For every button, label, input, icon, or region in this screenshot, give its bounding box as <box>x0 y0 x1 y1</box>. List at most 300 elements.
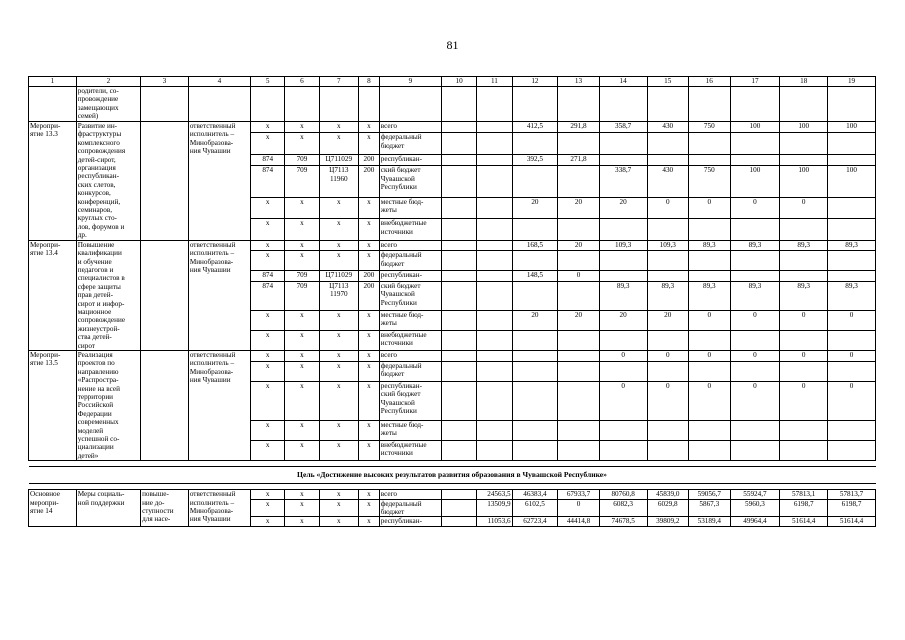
funding-source: республикан- ский бюджет Чувашской Республики <box>379 381 441 420</box>
value-v14 <box>599 154 647 165</box>
code-section: x <box>285 133 319 154</box>
value-v14 <box>599 420 647 440</box>
budget-table <box>28 76 876 527</box>
value-v18: 51614,4 <box>780 517 828 526</box>
value-v19: 100 <box>828 122 876 133</box>
value-v12 <box>512 251 558 271</box>
value-v19: 6198,7 <box>828 499 876 517</box>
code-grbs: x <box>251 330 285 350</box>
code-section: x <box>285 381 319 420</box>
code-grbs: x <box>251 311 285 331</box>
column-number: 4 <box>188 77 250 87</box>
code-type: x <box>359 490 380 499</box>
value-v15: 0 <box>647 197 689 218</box>
value-v14 <box>599 133 647 154</box>
code-grbs: x <box>251 240 285 251</box>
code-target: Ц711029 <box>319 154 358 165</box>
code-target: x <box>319 420 358 440</box>
code-section: x <box>285 499 319 517</box>
code-grbs: x <box>251 350 285 361</box>
responsible-executor: ответственный исполнитель – Минобразова- ния Чувашии <box>188 240 250 350</box>
value-v14 <box>599 441 647 461</box>
value-v16 <box>689 133 731 154</box>
code-section: x <box>285 311 319 331</box>
code-type: x <box>359 381 380 420</box>
goal-cell <box>141 350 189 460</box>
column-number: 18 <box>780 77 828 87</box>
funding-source: ский бюджет Чувашской Республики <box>379 281 441 310</box>
value-v15: 45839,0 <box>647 490 689 499</box>
funding-source: ский бюджет Чувашской Республики <box>379 166 441 198</box>
value-v13 <box>558 350 600 361</box>
code-section: 709 <box>285 271 319 282</box>
value-v19 <box>828 197 876 218</box>
activity-name: Повышение квалификации и обучение педагогов и специалистов в сфере защиты прав детей- сирот и инфор- мационное сопровождение жизнеустрой- ства детей- сирот <box>76 240 140 350</box>
value-v16: 750 <box>689 166 731 198</box>
value-v13: 0 <box>558 499 600 517</box>
value-v13: 291,8 <box>558 122 600 133</box>
value-v12: 46383,4 <box>512 490 558 499</box>
code-target: Ц7113 11960 <box>319 166 358 198</box>
value-v14: 80760,8 <box>599 490 647 499</box>
code-target: x <box>319 490 358 499</box>
value-v18 <box>780 361 828 381</box>
value-v17 <box>730 420 780 440</box>
value-v16: 750 <box>689 122 731 133</box>
value-v19: 0 <box>828 311 876 331</box>
table-cell <box>251 87 285 122</box>
value-v18 <box>780 271 828 282</box>
value-v18: 0 <box>780 350 828 361</box>
table-cell <box>647 87 689 122</box>
value-v13: 0 <box>558 271 600 282</box>
code-type: x <box>359 499 380 517</box>
code-section: x <box>285 350 319 361</box>
value-v16 <box>689 330 731 350</box>
value-col11 <box>477 240 512 251</box>
value-v18 <box>780 154 828 165</box>
value-v12 <box>512 420 558 440</box>
value-v16 <box>689 154 731 165</box>
value-v16: 5867,3 <box>689 499 731 517</box>
table-row-13-3 <box>29 122 876 133</box>
value-v17 <box>730 441 780 461</box>
goal-cell: повыше- ние до- ступности для насе- <box>141 490 189 527</box>
code-section: x <box>285 219 319 241</box>
value-v18: 57813,1 <box>780 490 828 499</box>
table-cell <box>319 87 358 122</box>
code-type: x <box>359 361 380 381</box>
value-v14: 338,7 <box>599 166 647 198</box>
code-type: x <box>359 311 380 331</box>
value-v18: 6198,7 <box>780 499 828 517</box>
value-v13: 271,8 <box>558 154 600 165</box>
activity-code: Меропри- ятие 13.4 <box>29 240 77 350</box>
funding-source: всего <box>379 240 441 251</box>
value-col10 <box>442 219 477 241</box>
table-cell <box>442 87 477 122</box>
value-v14: 109,3 <box>599 240 647 251</box>
value-v19: 0 <box>828 350 876 361</box>
value-v14 <box>599 251 647 271</box>
value-col10 <box>442 381 477 420</box>
value-col11: 13509,9 <box>477 499 512 517</box>
value-v12: 412,5 <box>512 122 558 133</box>
value-v16 <box>689 441 731 461</box>
value-col11 <box>477 166 512 198</box>
value-col11 <box>477 271 512 282</box>
code-type: x <box>359 240 380 251</box>
value-col11 <box>477 251 512 271</box>
value-v13 <box>558 330 600 350</box>
value-v19 <box>828 133 876 154</box>
value-v18: 89,3 <box>780 281 828 310</box>
value-v16: 0 <box>689 381 731 420</box>
value-col10 <box>442 499 477 517</box>
code-type: x <box>359 517 380 526</box>
value-v19 <box>828 251 876 271</box>
value-col10 <box>442 517 477 526</box>
code-target: x <box>319 240 358 251</box>
code-section: x <box>285 517 319 526</box>
value-v15 <box>647 271 689 282</box>
table-row-13-4 <box>29 240 876 251</box>
value-v12 <box>512 361 558 381</box>
code-target: x <box>319 219 358 241</box>
value-v14: 20 <box>599 311 647 331</box>
code-section: x <box>285 330 319 350</box>
value-v15 <box>647 330 689 350</box>
value-v14: 0 <box>599 381 647 420</box>
value-v12 <box>512 166 558 198</box>
value-v17: 0 <box>730 197 780 218</box>
column-number: 17 <box>730 77 780 87</box>
code-grbs: x <box>251 499 285 517</box>
value-v17 <box>730 271 780 282</box>
value-v16 <box>689 271 731 282</box>
responsible-executor: ответственный исполнитель – Минобразова- ния Чувашии <box>188 490 250 527</box>
value-v19: 51614,4 <box>828 517 876 526</box>
code-type: x <box>359 330 380 350</box>
funding-source: федеральный бюджет <box>379 251 441 271</box>
goal-cell <box>141 122 189 241</box>
code-target: x <box>319 122 358 133</box>
value-v12 <box>512 281 558 310</box>
value-v15 <box>647 133 689 154</box>
value-col10 <box>442 361 477 381</box>
code-target: Ц7113 11970 <box>319 281 358 310</box>
funding-source: республикан- <box>379 271 441 282</box>
table-cell <box>689 87 731 122</box>
code-grbs: x <box>251 517 285 526</box>
code-grbs: x <box>251 361 285 381</box>
code-target: x <box>319 311 358 331</box>
value-v15 <box>647 251 689 271</box>
table-cell <box>780 87 828 122</box>
value-v13 <box>558 281 600 310</box>
value-v18 <box>780 133 828 154</box>
value-col10 <box>442 197 477 218</box>
table-cell <box>558 87 600 122</box>
value-col10 <box>442 133 477 154</box>
code-grbs: x <box>251 133 285 154</box>
value-v19: 89,3 <box>828 240 876 251</box>
funding-source: внебюджетные источники <box>379 441 441 461</box>
funding-source: местные бюд- жеты <box>379 311 441 331</box>
value-col10 <box>442 490 477 499</box>
column-number: 13 <box>558 77 600 87</box>
code-type: 200 <box>359 154 380 165</box>
funding-source: республикан- <box>379 517 441 526</box>
table-cell <box>477 87 512 122</box>
code-target: x <box>319 361 358 381</box>
code-section: x <box>285 361 319 381</box>
value-col11: 11053,6 <box>477 517 512 526</box>
value-v17 <box>730 154 780 165</box>
table-cell <box>828 87 876 122</box>
value-v17: 0 <box>730 311 780 331</box>
value-col10 <box>442 166 477 198</box>
value-v16: 53189,4 <box>689 517 731 526</box>
code-type: x <box>359 251 380 271</box>
table-cell <box>141 87 189 122</box>
code-section: x <box>285 197 319 218</box>
value-v14 <box>599 361 647 381</box>
value-v15: 20 <box>647 311 689 331</box>
code-target: x <box>319 499 358 517</box>
value-v14: 74678,5 <box>599 517 647 526</box>
code-target: x <box>319 251 358 271</box>
activity-name: Реализация проектов по направлению «Распростра- нение на всей территории Российской Федерации современных моделей успешной со- циализации детей» <box>76 350 140 460</box>
code-target: x <box>319 350 358 361</box>
table-cell <box>188 87 250 122</box>
value-v16 <box>689 361 731 381</box>
code-section: x <box>285 122 319 133</box>
value-v17 <box>730 361 780 381</box>
value-v15: 6029,8 <box>647 499 689 517</box>
code-type: x <box>359 122 380 133</box>
code-section: 709 <box>285 154 319 165</box>
table-cell <box>379 87 441 122</box>
value-v16: 59056,7 <box>689 490 731 499</box>
column-number: 15 <box>647 77 689 87</box>
value-v17 <box>730 133 780 154</box>
value-col11 <box>477 197 512 218</box>
value-col10 <box>442 271 477 282</box>
value-v17: 0 <box>730 350 780 361</box>
goal-heading: Цель «Достижение высоких результатов развития образования в Чувашской Республике» <box>29 467 876 484</box>
activity-name: Развитие ин- фраструктуры комплексного сопровождения детей-сирот, организация республикан- ских слетов, конкурсов, конференций, семинаров, круглых сто- лов, форумов и др. <box>76 122 140 241</box>
code-grbs: x <box>251 197 285 218</box>
value-v13 <box>558 133 600 154</box>
value-v19: 100 <box>828 166 876 198</box>
value-v13 <box>558 251 600 271</box>
column-number: 3 <box>141 77 189 87</box>
table-cell <box>29 87 77 122</box>
value-v13 <box>558 381 600 420</box>
value-col11 <box>477 133 512 154</box>
value-v13 <box>558 361 600 381</box>
code-grbs: 874 <box>251 281 285 310</box>
value-v14 <box>599 271 647 282</box>
value-v18 <box>780 420 828 440</box>
activity-code: Основное меропри- ятие 14 <box>29 490 77 527</box>
code-target: x <box>319 133 358 154</box>
code-target: x <box>319 517 358 526</box>
value-v15: 109,3 <box>647 240 689 251</box>
value-v18: 89,3 <box>780 240 828 251</box>
value-v12: 62723,4 <box>512 517 558 526</box>
code-grbs: 874 <box>251 166 285 198</box>
code-grbs: 874 <box>251 271 285 282</box>
header-row <box>29 77 876 87</box>
value-col10 <box>442 251 477 271</box>
code-type: x <box>359 441 380 461</box>
value-v16 <box>689 219 731 241</box>
table-cell <box>599 87 647 122</box>
code-grbs: x <box>251 441 285 461</box>
value-v18: 0 <box>780 197 828 218</box>
funding-source: всего <box>379 490 441 499</box>
goal-row <box>29 467 876 484</box>
value-v12 <box>512 133 558 154</box>
code-target: x <box>319 330 358 350</box>
value-v12 <box>512 219 558 241</box>
column-number: 6 <box>285 77 319 87</box>
value-v16: 0 <box>689 350 731 361</box>
value-v12: 392,5 <box>512 154 558 165</box>
table-cell <box>512 87 558 122</box>
code-grbs: x <box>251 381 285 420</box>
table-cell <box>730 87 780 122</box>
value-col11 <box>477 361 512 381</box>
value-v18: 0 <box>780 381 828 420</box>
value-v13: 67933,7 <box>558 490 600 499</box>
value-v17: 89,3 <box>730 240 780 251</box>
column-number: 1 <box>29 77 77 87</box>
value-col11 <box>477 420 512 440</box>
value-v19 <box>828 271 876 282</box>
code-grbs: x <box>251 122 285 133</box>
value-v18: 100 <box>780 122 828 133</box>
table-cell <box>359 87 380 122</box>
value-col11 <box>477 350 512 361</box>
value-v12 <box>512 441 558 461</box>
value-v13 <box>558 219 600 241</box>
value-v18: 100 <box>780 166 828 198</box>
value-v16: 89,3 <box>689 240 731 251</box>
activity-code: Меропри- ятие 13.5 <box>29 350 77 460</box>
code-grbs: x <box>251 251 285 271</box>
value-v17 <box>730 219 780 241</box>
value-v17: 100 <box>730 122 780 133</box>
code-type: x <box>359 420 380 440</box>
value-v19 <box>828 219 876 241</box>
column-number: 10 <box>442 77 477 87</box>
funding-source: всего <box>379 122 441 133</box>
value-v19 <box>828 330 876 350</box>
value-col11 <box>477 219 512 241</box>
value-v13 <box>558 166 600 198</box>
value-v17: 5960,3 <box>730 499 780 517</box>
code-section: 709 <box>285 281 319 310</box>
value-v18 <box>780 251 828 271</box>
value-v13: 20 <box>558 240 600 251</box>
value-v18 <box>780 441 828 461</box>
value-v17: 0 <box>730 381 780 420</box>
value-v19: 57813,7 <box>828 490 876 499</box>
code-target: x <box>319 441 358 461</box>
code-target: x <box>319 381 358 420</box>
value-v19 <box>828 441 876 461</box>
value-v19: 0 <box>828 381 876 420</box>
code-section: x <box>285 251 319 271</box>
column-number: 7 <box>319 77 358 87</box>
value-v18: 0 <box>780 311 828 331</box>
value-v12 <box>512 330 558 350</box>
table-cell <box>285 87 319 122</box>
code-grbs: x <box>251 490 285 499</box>
table-row-14 <box>29 490 876 499</box>
value-v15: 0 <box>647 350 689 361</box>
value-v15 <box>647 420 689 440</box>
value-v14 <box>599 219 647 241</box>
value-v14: 0 <box>599 350 647 361</box>
column-number: 19 <box>828 77 876 87</box>
code-target: x <box>319 197 358 218</box>
column-number: 14 <box>599 77 647 87</box>
value-v14: 6082,3 <box>599 499 647 517</box>
value-col10 <box>442 311 477 331</box>
code-type: 200 <box>359 166 380 198</box>
code-type: 200 <box>359 281 380 310</box>
goal-cell <box>141 240 189 350</box>
code-grbs: x <box>251 420 285 440</box>
funding-source: федеральный бюджет <box>379 133 441 154</box>
value-v18 <box>780 219 828 241</box>
value-v15 <box>647 441 689 461</box>
value-col11 <box>477 381 512 420</box>
value-col11 <box>477 330 512 350</box>
value-v14: 89,3 <box>599 281 647 310</box>
value-col10 <box>442 330 477 350</box>
column-number: 2 <box>76 77 140 87</box>
value-v13 <box>558 420 600 440</box>
value-col11: 24563,5 <box>477 490 512 499</box>
value-v12: 6102,5 <box>512 499 558 517</box>
column-number: 8 <box>359 77 380 87</box>
code-type: x <box>359 219 380 241</box>
value-col10 <box>442 350 477 361</box>
value-v15: 430 <box>647 166 689 198</box>
value-col10 <box>442 441 477 461</box>
value-col11 <box>477 122 512 133</box>
funding-source: всего <box>379 350 441 361</box>
code-target: Ц711029 <box>319 271 358 282</box>
column-number: 16 <box>689 77 731 87</box>
code-type: 200 <box>359 271 380 282</box>
funding-source: внебюджетные источники <box>379 330 441 350</box>
code-grbs: 874 <box>251 154 285 165</box>
value-v15: 39809,2 <box>647 517 689 526</box>
value-col11 <box>477 281 512 310</box>
code-section: x <box>285 240 319 251</box>
value-col11 <box>477 441 512 461</box>
value-v15 <box>647 219 689 241</box>
value-v13 <box>558 441 600 461</box>
value-v12: 20 <box>512 197 558 218</box>
value-v15 <box>647 361 689 381</box>
